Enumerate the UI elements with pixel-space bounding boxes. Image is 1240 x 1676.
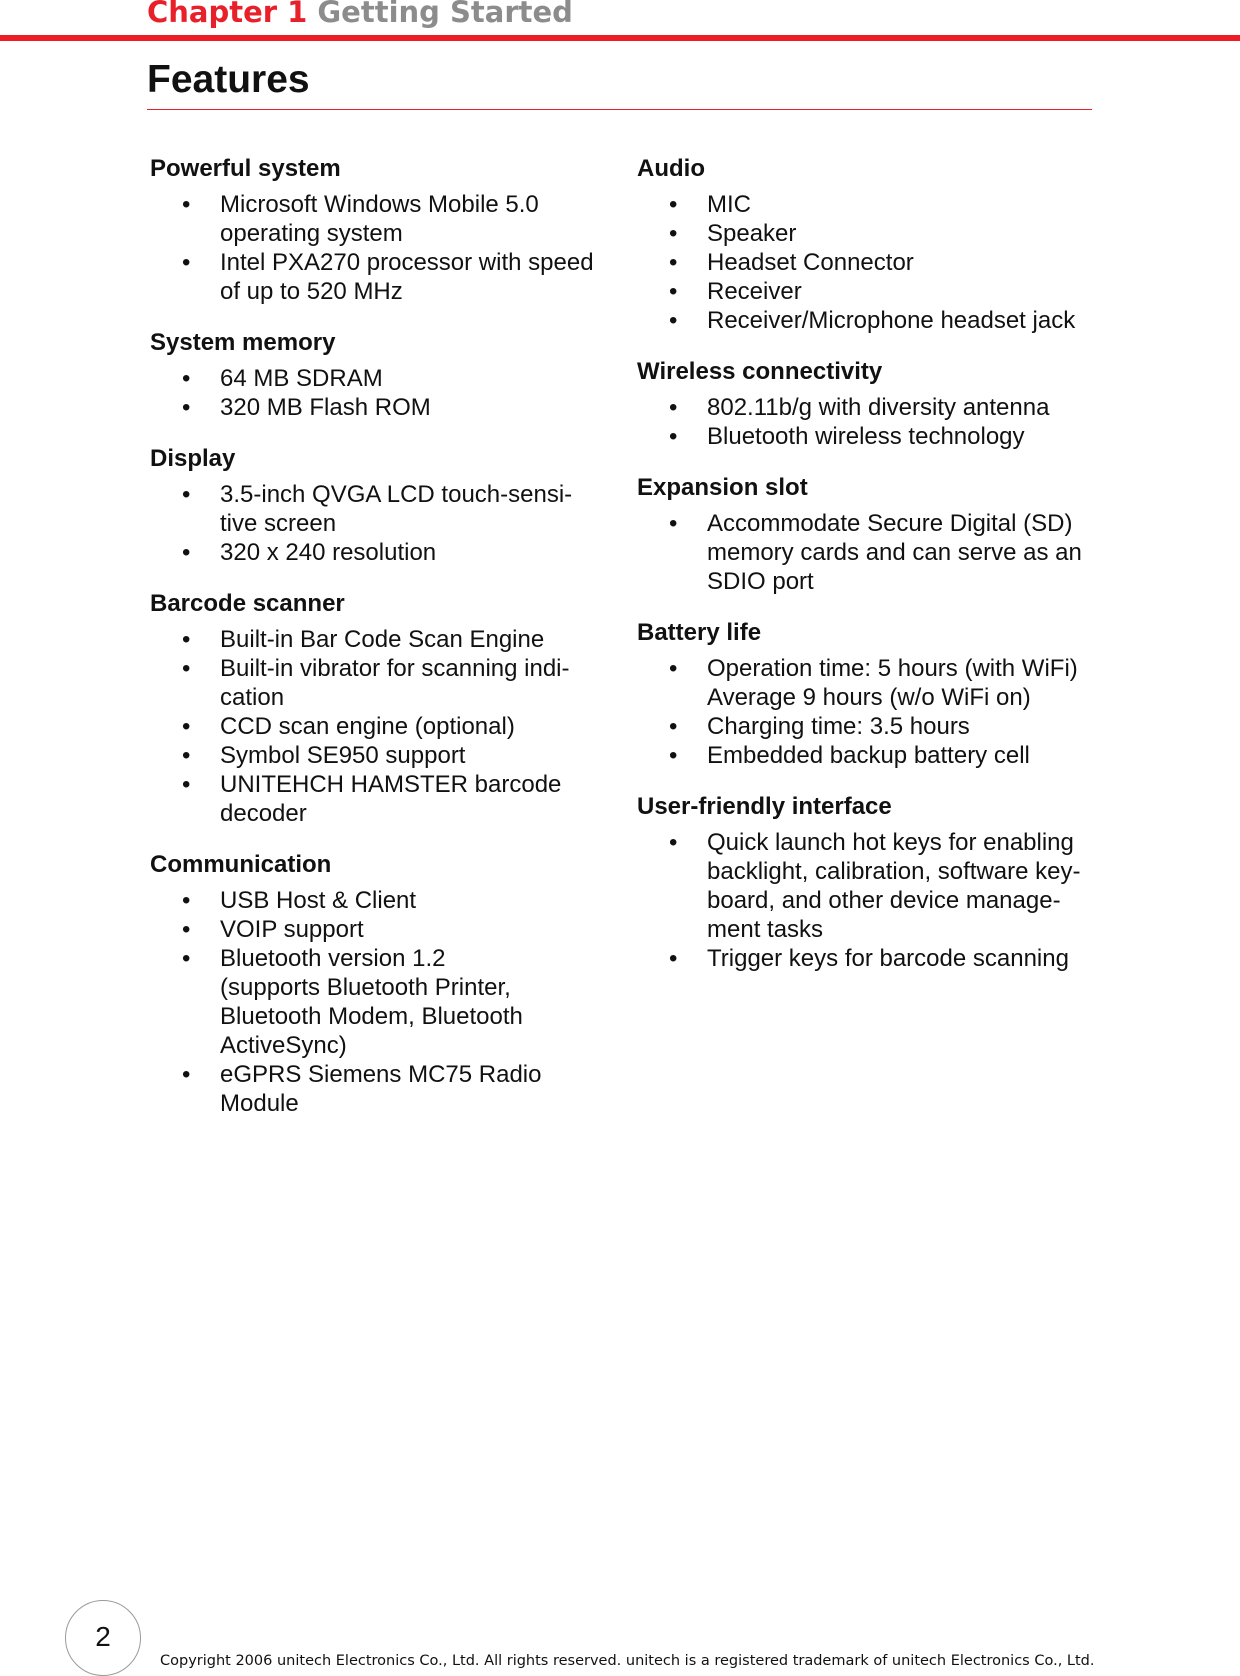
feature-list — [150, 625, 610, 828]
list-item-text: operating system — [220, 220, 403, 247]
list-item — [637, 248, 1107, 277]
bullet-icon: • — [669, 191, 678, 218]
feature-section — [150, 328, 610, 422]
list-item-text: eGPRS Siemens MC75 Radio — [220, 1061, 542, 1088]
list-item-text: Bluetooth wireless technology — [707, 423, 1025, 450]
list-item-text: Embedded backup battery cell — [707, 742, 1030, 769]
bullet-icon: • — [182, 1061, 191, 1088]
bullet-icon: • — [669, 278, 678, 305]
list-item-text: Average 9 hours (w/o WiFi on) — [707, 684, 1031, 711]
list-item — [150, 741, 610, 770]
list-item-text: Quick launch hot keys for enabling — [707, 829, 1074, 856]
list-item-text: board, and other device manage- — [707, 887, 1061, 914]
bullet-icon: • — [182, 394, 191, 421]
feature-section — [150, 589, 610, 828]
bullet-icon: • — [669, 307, 678, 334]
list-item-text: VOIP support — [220, 916, 364, 943]
list-item — [150, 190, 610, 248]
list-item-text: Microsoft Windows Mobile 5.0 — [220, 191, 539, 218]
list-item-text: Operation time: 5 hours (with WiFi) — [707, 655, 1078, 682]
bullet-icon: • — [669, 945, 678, 972]
feature-section — [150, 444, 610, 567]
list-item-text: 3.5-inch QVGA LCD touch-sensi- — [220, 481, 573, 508]
list-item-text: backlight, calibration, software key- — [707, 858, 1081, 885]
list-item-text: USB Host & Client — [220, 887, 417, 914]
feature-list — [150, 364, 610, 422]
list-item — [150, 538, 610, 567]
list-item — [637, 277, 1107, 306]
list-item — [150, 944, 610, 1060]
bullet-icon: • — [669, 423, 678, 450]
feature-list — [637, 654, 1107, 770]
list-item-text: 320 x 240 resolution — [220, 539, 437, 566]
chapter-header — [147, 0, 573, 30]
list-item-text: Speaker — [707, 220, 797, 247]
feature-section — [637, 154, 1107, 335]
feature-list — [150, 190, 610, 306]
list-item — [150, 248, 610, 306]
section-heading: User-friendly interface — [637, 793, 892, 820]
chapter-label: Chapter 1 — [147, 0, 308, 29]
bullet-icon: • — [182, 191, 191, 218]
list-item — [150, 770, 610, 828]
bullet-icon: • — [182, 249, 191, 276]
bullet-icon: • — [669, 655, 678, 682]
list-item — [637, 422, 1107, 451]
list-item-text: cation — [220, 684, 285, 711]
list-item-text: memory cards and can serve as an — [707, 539, 1082, 566]
bullet-icon: • — [182, 887, 191, 914]
list-item-text: Bluetooth Modem, Bluetooth — [220, 1003, 523, 1030]
feature-section — [637, 618, 1107, 770]
list-item-text: of up to 520 MHz — [220, 278, 403, 305]
bullet-icon: • — [182, 916, 191, 943]
list-item — [150, 654, 610, 712]
list-item-text: 320 MB Flash ROM — [220, 394, 431, 421]
list-item — [150, 886, 610, 915]
list-item-text: 802.11b/g with diversity antenna — [707, 394, 1050, 421]
title-rule — [147, 109, 1092, 110]
feature-section — [637, 357, 1107, 451]
list-item — [637, 393, 1107, 422]
list-item-text: Trigger keys for barcode scanning — [707, 945, 1069, 972]
section-heading: Powerful system — [150, 155, 341, 182]
list-item-text: Built-in Bar Code Scan Engine — [220, 626, 545, 653]
list-item — [150, 1060, 610, 1118]
feature-list — [637, 393, 1107, 451]
bullet-icon: • — [669, 713, 678, 740]
list-item-text: MIC — [707, 191, 751, 218]
section-heading: Battery life — [637, 619, 762, 646]
bullet-icon: • — [182, 771, 191, 798]
bullet-icon: • — [669, 220, 678, 247]
list-item-text: Charging time: 3.5 hours — [707, 713, 970, 740]
list-item-text: SDIO port — [707, 568, 814, 595]
list-item-text: UNITEHCH HAMSTER barcode — [220, 771, 562, 798]
bullet-icon: • — [669, 742, 678, 769]
feature-list — [150, 480, 610, 567]
list-item — [150, 364, 610, 393]
list-item — [150, 393, 610, 422]
list-item-text: (supports Bluetooth Printer, — [220, 974, 511, 1001]
copyright-notice: Copyright 2006 unitech Electronics Co., Ltd. All rights reserved. unitech is a registered trademark of unitech Electronics Co., Ltd. — [160, 1653, 1095, 1669]
list-item — [150, 712, 610, 741]
left-column — [150, 154, 610, 1140]
list-item-text: ment tasks — [707, 916, 824, 943]
list-item — [150, 480, 610, 538]
bullet-icon: • — [182, 539, 191, 566]
feature-list — [637, 190, 1107, 335]
page-title: Features — [147, 58, 310, 101]
list-item — [637, 654, 1107, 712]
list-item — [637, 712, 1107, 741]
list-item-text: decoder — [220, 800, 307, 827]
bullet-icon: • — [182, 655, 191, 682]
list-item — [637, 828, 1107, 944]
section-heading: Barcode scanner — [150, 590, 345, 617]
chapter-title: Getting Started — [317, 0, 573, 29]
header-rule — [0, 35, 1240, 41]
list-item-text: Symbol SE950 support — [220, 742, 466, 769]
list-item-text: Built-in vibrator for scanning indi- — [220, 655, 570, 682]
bullet-icon: • — [182, 481, 191, 508]
bullet-icon: • — [182, 713, 191, 740]
bullet-icon: • — [669, 829, 678, 856]
section-heading: Wireless connectivity — [637, 358, 883, 385]
section-heading: Communication — [150, 851, 332, 878]
list-item — [637, 306, 1107, 335]
list-item — [150, 915, 610, 944]
list-item-text: tive screen — [220, 510, 337, 537]
list-item-text: 64 MB SDRAM — [220, 365, 383, 392]
list-item-text: Bluetooth version 1.2 — [220, 945, 446, 972]
feature-list — [637, 828, 1107, 973]
right-column — [637, 154, 1107, 995]
bullet-icon: • — [182, 945, 191, 972]
bullet-icon: • — [669, 510, 678, 537]
section-heading: Display — [150, 445, 236, 472]
section-heading: Expansion slot — [637, 474, 808, 501]
list-item-text: Accommodate Secure Digital (SD) — [707, 510, 1073, 537]
bullet-icon: • — [182, 365, 191, 392]
list-item-text: CCD scan engine (optional) — [220, 713, 515, 740]
list-item — [637, 741, 1107, 770]
list-item — [150, 625, 610, 654]
list-item-text: Intel PXA270 processor with speed — [220, 249, 594, 276]
feature-section — [150, 850, 610, 1118]
list-item — [637, 190, 1107, 219]
feature-list — [637, 509, 1107, 596]
feature-section — [637, 792, 1107, 973]
list-item — [637, 944, 1107, 973]
bullet-icon: • — [182, 742, 191, 769]
bullet-icon: • — [669, 394, 678, 421]
list-item-text: ActiveSync) — [220, 1032, 347, 1059]
feature-section — [637, 473, 1107, 596]
list-item-text: Receiver — [707, 278, 802, 305]
feature-list — [150, 886, 610, 1118]
list-item-text: Receiver/Microphone headset jack — [707, 307, 1076, 334]
list-item-text: Module — [220, 1090, 299, 1117]
list-item-text: Headset Connector — [707, 249, 914, 276]
bullet-icon: • — [669, 249, 678, 276]
list-item — [637, 509, 1107, 596]
list-item — [637, 219, 1107, 248]
section-heading: Audio — [637, 155, 705, 182]
bullet-icon: • — [182, 626, 191, 653]
feature-section — [150, 154, 610, 306]
section-heading: System memory — [150, 329, 336, 356]
page-number: 2 — [95, 1621, 111, 1652]
